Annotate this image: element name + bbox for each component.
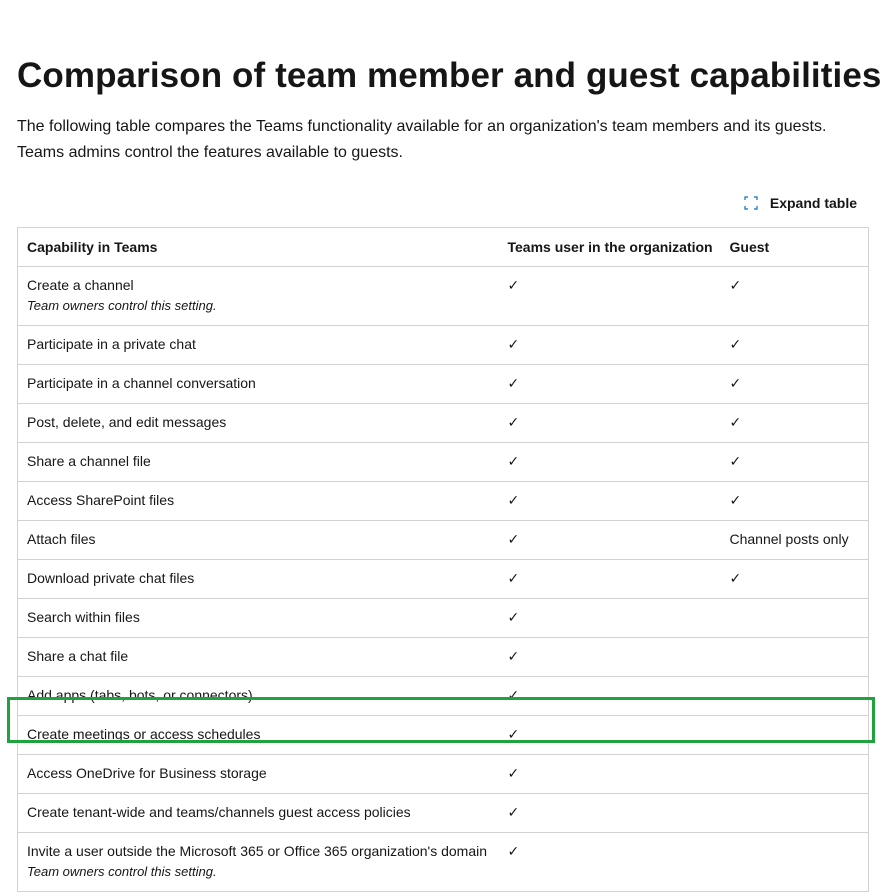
capabilities-table bbox=[17, 227, 869, 892]
capability-cell bbox=[18, 833, 499, 892]
checkmark-icon: ✓ bbox=[729, 493, 742, 509]
guest-cell bbox=[721, 638, 869, 677]
checkmark-icon: ✓ bbox=[507, 805, 520, 821]
checkmark-icon: ✓ bbox=[507, 493, 520, 509]
member-cell bbox=[499, 443, 721, 482]
checkmark-icon: ✓ bbox=[507, 766, 520, 782]
checkmark-icon: ✓ bbox=[507, 571, 520, 587]
table-body bbox=[18, 267, 869, 892]
member-cell bbox=[499, 521, 721, 560]
checkmark-icon: ✓ bbox=[507, 376, 520, 392]
guest-value: Channel posts only bbox=[729, 531, 849, 547]
checkmark-icon: ✓ bbox=[507, 532, 520, 548]
table-row bbox=[18, 755, 869, 794]
table-row bbox=[18, 326, 869, 365]
capability-label: Download private chat files bbox=[27, 570, 195, 586]
member-cell bbox=[499, 794, 721, 833]
table-row bbox=[18, 716, 869, 755]
expand-table-button[interactable] bbox=[744, 192, 857, 214]
capability-label: Access SharePoint files bbox=[27, 492, 175, 508]
capability-label: Access OneDrive for Business storage bbox=[27, 765, 267, 781]
capability-label: Invite a user outside the Microsoft 365 or Office 365 organization's domain bbox=[27, 843, 488, 859]
guest-cell bbox=[721, 677, 869, 716]
capability-cell bbox=[18, 521, 499, 560]
intro-paragraph: The following table compares the Teams functionality available for an organization's team members and its guests. Teams admins control the features available to guests. bbox=[17, 118, 827, 161]
checkmark-icon: ✓ bbox=[507, 610, 520, 626]
table-row bbox=[18, 404, 869, 443]
checkmark-icon: ✓ bbox=[507, 278, 520, 294]
capability-label: Post, delete, and edit messages bbox=[27, 414, 227, 430]
capability-label: Create tenant-wide and teams/channels guest access policies bbox=[27, 804, 411, 820]
checkmark-icon: ✓ bbox=[507, 415, 520, 431]
capability-cell bbox=[18, 482, 499, 521]
table-row bbox=[18, 794, 869, 833]
capability-label: Add apps (tabs, bots, or connectors) bbox=[27, 687, 253, 703]
guest-cell bbox=[721, 794, 869, 833]
capability-cell bbox=[18, 560, 499, 599]
member-cell bbox=[499, 833, 721, 892]
guest-cell bbox=[721, 326, 869, 365]
checkmark-icon: ✓ bbox=[507, 337, 520, 353]
checkmark-icon: ✓ bbox=[507, 649, 520, 665]
table-row bbox=[18, 521, 869, 560]
guest-cell bbox=[721, 404, 869, 443]
guest-cell bbox=[721, 833, 869, 892]
guest-cell bbox=[721, 599, 869, 638]
capability-label: Create meetings or access schedules bbox=[27, 726, 261, 742]
table-row bbox=[18, 599, 869, 638]
member-cell bbox=[499, 267, 721, 326]
capability-cell bbox=[18, 326, 499, 365]
member-cell bbox=[499, 560, 721, 599]
capability-cell bbox=[18, 267, 499, 326]
header-guest: Guest bbox=[721, 228, 869, 267]
capability-cell bbox=[18, 716, 499, 755]
table-row bbox=[18, 365, 869, 404]
table-row bbox=[18, 267, 869, 326]
guest-cell bbox=[721, 443, 869, 482]
member-cell bbox=[499, 326, 721, 365]
capability-cell bbox=[18, 599, 499, 638]
header-member: Teams user in the organization bbox=[499, 228, 721, 267]
guest-cell bbox=[721, 755, 869, 794]
capability-label: Search within files bbox=[27, 609, 140, 625]
capability-label: Create a channel bbox=[27, 277, 134, 293]
table-row bbox=[18, 482, 869, 521]
member-cell bbox=[499, 677, 721, 716]
member-cell bbox=[499, 404, 721, 443]
table-row bbox=[18, 638, 869, 677]
member-cell bbox=[499, 638, 721, 677]
table-row bbox=[18, 560, 869, 599]
table-header-row bbox=[18, 228, 869, 267]
checkmark-icon: ✓ bbox=[729, 376, 742, 392]
capability-label: Share a chat file bbox=[27, 648, 129, 664]
capability-cell bbox=[18, 755, 499, 794]
capability-cell bbox=[18, 638, 499, 677]
expand-table-label: Expand table bbox=[769, 195, 857, 211]
member-cell bbox=[499, 599, 721, 638]
member-cell bbox=[499, 482, 721, 521]
table-row bbox=[18, 833, 869, 892]
checkmark-icon: ✓ bbox=[507, 727, 520, 743]
guest-cell bbox=[721, 365, 869, 404]
guest-cell bbox=[721, 267, 869, 326]
capability-cell bbox=[18, 365, 499, 404]
capability-cell bbox=[18, 677, 499, 716]
capability-label: Participate in a private chat bbox=[27, 336, 196, 352]
checkmark-icon: ✓ bbox=[729, 337, 742, 353]
checkmark-icon: ✓ bbox=[729, 454, 742, 470]
member-cell bbox=[499, 365, 721, 404]
capability-note: Team owners control this setting. bbox=[27, 298, 217, 313]
capability-cell bbox=[18, 404, 499, 443]
member-cell bbox=[499, 755, 721, 794]
guest-cell bbox=[721, 521, 869, 560]
table-row bbox=[18, 443, 869, 482]
checkmark-icon: ✓ bbox=[729, 571, 742, 587]
checkmark-icon: ✓ bbox=[507, 844, 520, 860]
capability-label: Participate in a channel conversation bbox=[27, 375, 256, 391]
member-cell bbox=[499, 716, 721, 755]
table-row bbox=[18, 677, 869, 716]
capability-note: Team owners control this setting. bbox=[27, 864, 217, 879]
capability-label: Share a channel file bbox=[27, 453, 151, 469]
guest-cell bbox=[721, 482, 869, 521]
header-capability: Capability in Teams bbox=[18, 228, 499, 267]
checkmark-icon: ✓ bbox=[507, 454, 520, 470]
capability-cell bbox=[18, 794, 499, 833]
checkmark-icon: ✓ bbox=[507, 688, 520, 704]
capability-cell bbox=[18, 443, 499, 482]
guest-cell bbox=[721, 716, 869, 755]
capability-label: Attach files bbox=[27, 531, 96, 547]
checkmark-icon: ✓ bbox=[729, 415, 742, 431]
checkmark-icon: ✓ bbox=[729, 278, 742, 294]
expand-icon bbox=[744, 196, 758, 210]
page-title: Comparison of team member and guest capabilities bbox=[17, 56, 881, 95]
guest-cell bbox=[721, 560, 869, 599]
